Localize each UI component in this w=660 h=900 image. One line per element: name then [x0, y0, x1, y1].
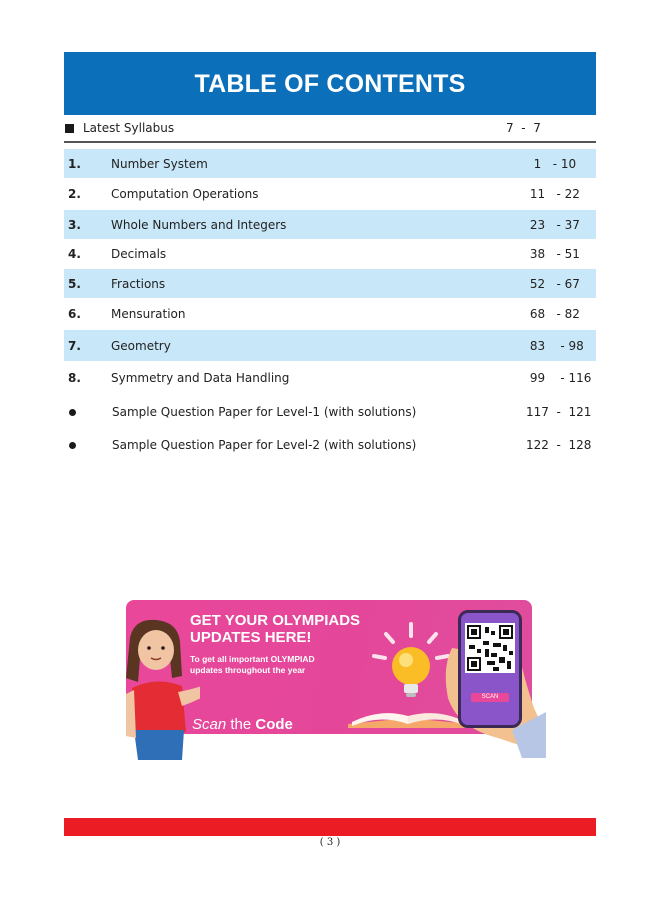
chapter-number: 5.	[68, 276, 81, 291]
entry-title: Decimals	[111, 247, 167, 261]
scan-word: Scan	[192, 716, 227, 733]
toc-list	[64, 149, 596, 461]
chapter-number: 4.	[68, 247, 81, 261]
olympiad-updates-banner	[120, 598, 546, 760]
toc-entry	[64, 210, 596, 239]
scan-the-code-text	[192, 716, 293, 733]
entry-title: Whole Numbers and Integers	[111, 217, 287, 232]
entry-pages: 52 - 67	[526, 276, 580, 291]
entry-title: Mensuration	[111, 307, 186, 321]
banner-headline	[190, 612, 360, 646]
subtext-line-1: To get all important OLYMPIAD	[190, 654, 315, 664]
bullet-icon	[64, 438, 112, 452]
square-bullet-icon	[65, 124, 74, 133]
chapter-number: 7.	[68, 338, 81, 353]
the-word: the	[226, 716, 256, 733]
toc-entry	[64, 330, 596, 361]
entry-title: Fractions	[111, 276, 166, 291]
chapter-number: 3.	[68, 217, 81, 232]
entry-pages: 38 - 51	[526, 247, 580, 261]
headline-line-1: GET YOUR OLYMPIADS	[190, 612, 361, 629]
qr-code-icon	[465, 623, 515, 673]
entry-pages: 7 - 7	[506, 121, 541, 135]
syllabus-entry	[64, 115, 596, 141]
entry-title: Symmetry and Data Handling	[111, 371, 290, 385]
phone-illustration	[458, 610, 522, 728]
girl-illustration	[120, 618, 200, 760]
toc-entry	[64, 298, 596, 330]
entry-pages: 117 - 121	[526, 404, 592, 419]
entry-title: Computation Operations	[111, 187, 259, 201]
banner-subtext	[190, 654, 315, 676]
entry-pages: 68 - 82	[526, 307, 580, 321]
chapter-number: 2.	[68, 187, 81, 201]
entry-title: Sample Question Paper for Level-1 (with solutions)	[112, 404, 417, 419]
entry-pages: 11 - 22	[526, 187, 580, 201]
chapter-number: 8.	[68, 371, 81, 385]
headline-line-2: UPDATES HERE!	[190, 629, 312, 646]
toc-entry	[64, 361, 596, 395]
toc-entry	[64, 149, 596, 178]
bullet-icon	[64, 405, 112, 419]
subtext-line-2: updates throughout the year	[190, 665, 306, 675]
entry-title: Geometry	[111, 338, 171, 353]
entry-title: Number System	[111, 156, 208, 171]
toc-entry	[64, 269, 596, 298]
entry-title: Latest Syllabus	[83, 121, 175, 135]
entry-pages: 1 - 10	[526, 156, 577, 171]
toc-entry	[64, 178, 596, 210]
toc-title-bar	[64, 52, 596, 115]
scan-button: SCAN	[471, 693, 509, 702]
toc-entry	[64, 428, 596, 461]
chapter-number: 6.	[68, 307, 81, 321]
toc-entry	[64, 395, 596, 428]
entry-pages: 99 - 116	[526, 371, 592, 385]
entry-title: Sample Question Paper for Level-2 (with solutions)	[112, 437, 417, 452]
page-number: ( 3 )	[319, 837, 341, 848]
code-word: Code	[255, 716, 293, 733]
entry-pages: 83 - 98	[526, 338, 584, 353]
entry-pages: 122 - 128	[526, 437, 592, 452]
chapter-number: 1.	[68, 156, 81, 171]
divider	[64, 141, 596, 143]
entry-pages: 23 - 37	[526, 217, 580, 232]
page-title: TABLE OF CONTENTS	[194, 70, 466, 98]
toc-entry	[64, 239, 596, 269]
footer-bar	[64, 818, 596, 836]
